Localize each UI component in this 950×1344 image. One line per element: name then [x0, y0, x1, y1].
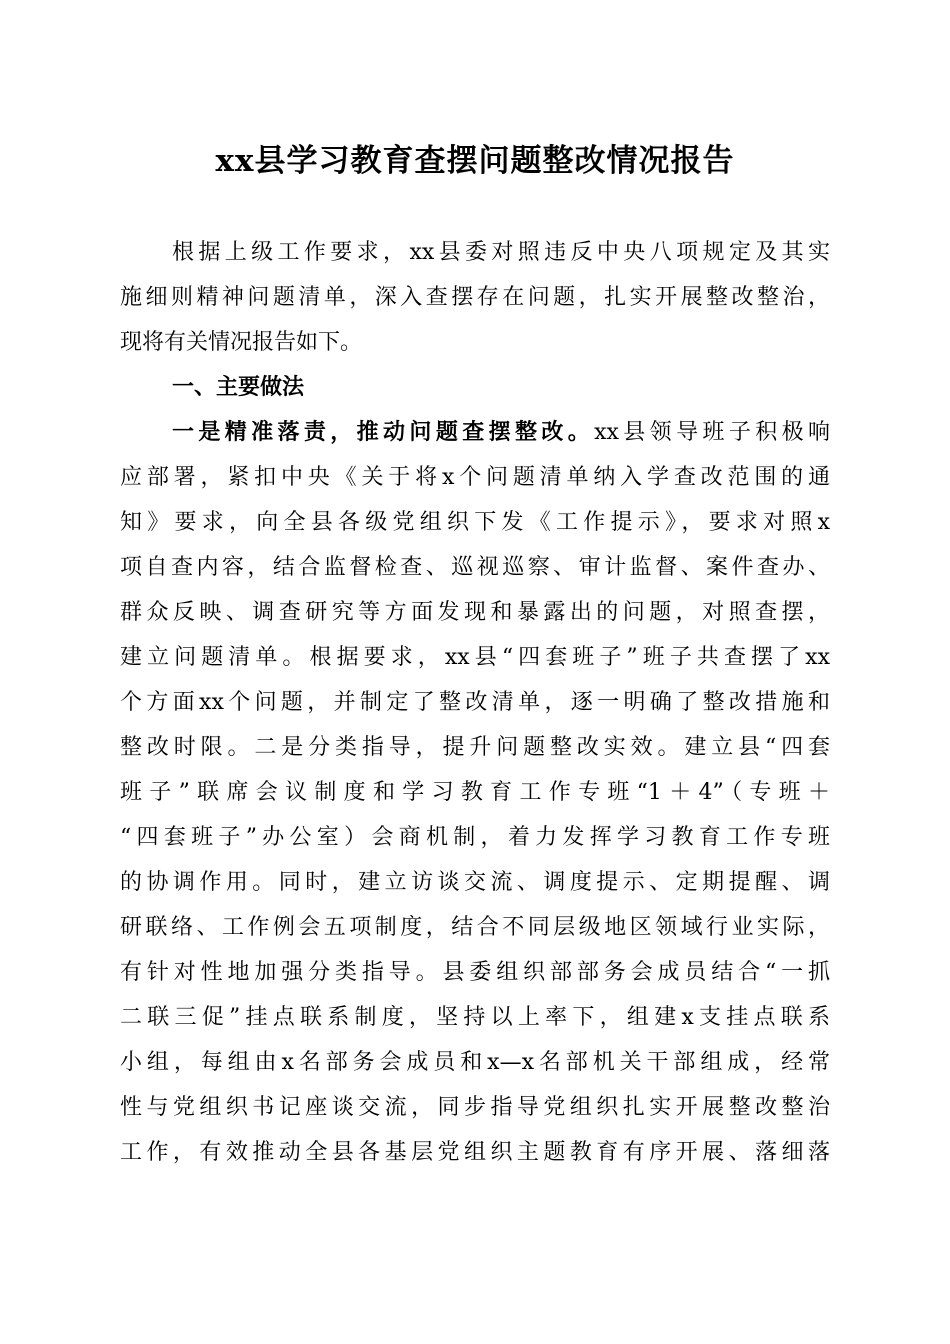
para1-line-9: 班子”联席会议制度和学习教育工作专班“1＋4”（专班＋ [120, 780, 830, 805]
document-title: xx县学习教育查摆问题整改情况报告 [215, 143, 735, 179]
para1-first-rest: xx县领导班子积极响 [594, 420, 830, 445]
para1-line-2: 应部署，紧扣中央《关于将x个问题清单纳入学查改范围的通 [120, 465, 830, 490]
intro-line-3: 现将有关情况报告如下。 [120, 330, 363, 355]
para1-line-11: 的协调作用。同时，建立访谈交流、调度提示、定期提醒、调 [120, 870, 830, 895]
para1-line-8: 整改时限。二是分类指导，提升问题整改实效。建立县“四套 [120, 735, 830, 760]
para1-lead: 一是精准落责，推动问题查摆整改。 [172, 419, 595, 445]
para1-line-4: 项自查内容，结合监督检查、巡视巡察、审计监督、案件查办、 [120, 555, 830, 580]
intro-line-1: 根据上级工作要求，xx县委对照违反中央八项规定及其实 [172, 240, 830, 265]
para1-line-13: 有针对性地加强分类指导。县委组织部部务会成员结合“一抓 [120, 960, 830, 985]
para1-line-14: 二联三促”挂点联系制度，坚持以上率下，组建x支挂点联系 [120, 1005, 830, 1030]
para1-line-10: “四套班子”办公室）会商机制，着力发挥学习教育工作专班 [120, 825, 830, 850]
para1-line-16: 性与党组织书记座谈交流，同步指导党组织扎实开展整改整治 [120, 1095, 830, 1120]
section-heading: 一、主要做法 [172, 374, 305, 400]
para1-line-1 [120, 410, 830, 455]
para1-line-12: 研联络、工作例会五项制度，结合不同层级地区领域行业实际， [120, 915, 830, 940]
para1-line-7: 个方面xx个问题，并制定了整改清单，逐一明确了整改措施和 [120, 690, 830, 715]
para1-line-3: 知》要求，向全县各级党组织下发《工作提示》，要求对照x [120, 510, 830, 535]
para1-line-6: 建立问题清单。根据要求，xx县“四套班子”班子共查摆了xx [120, 645, 830, 670]
para1-line-17: 工作，有效推动全县各基层党组织主题教育有序开展、落细落 [120, 1140, 830, 1165]
para1-line-5: 群众反映、调查研究等方面发现和暴露出的问题，对照查摆， [120, 600, 830, 625]
intro-line-2: 施细则精神问题清单，深入查摆存在问题，扎实开展整改整治， [120, 285, 830, 310]
para1-line-15: 小组，每组由x名部务会成员和x—x名部机关干部组成，经常 [120, 1050, 830, 1075]
